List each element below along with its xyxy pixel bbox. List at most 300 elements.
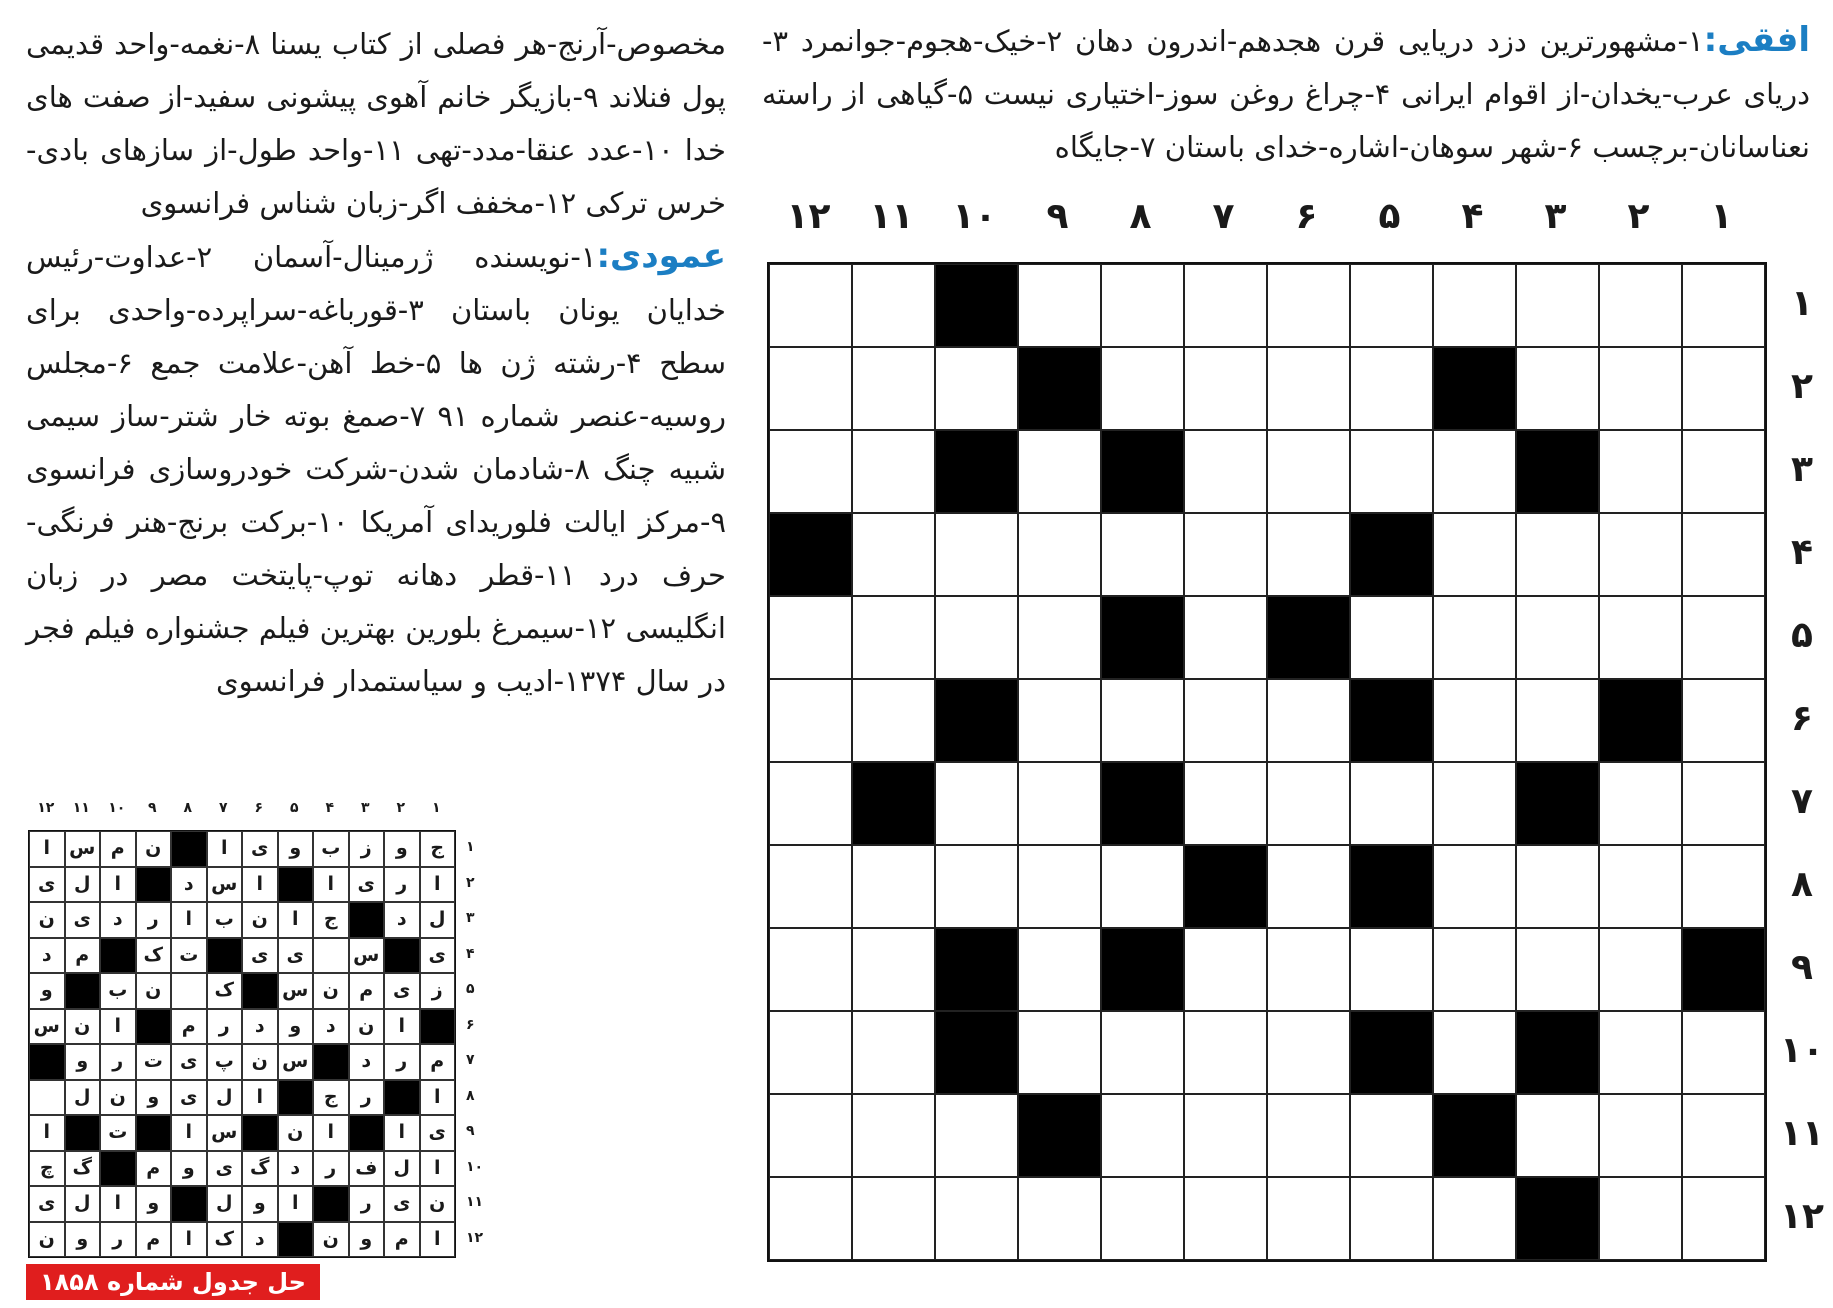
solution-cell: ن (29, 902, 65, 938)
solution-cell: ج (313, 902, 349, 938)
grid-row-number: ۷ (1791, 781, 1813, 822)
solution-cell: ل (65, 1186, 101, 1222)
solution-cell: ل (420, 902, 456, 938)
grid-column-number: ۱۲ (786, 196, 831, 237)
grid-cell[interactable] (1599, 513, 1682, 596)
grid-cell[interactable] (852, 928, 935, 1011)
solution-cell: ی (65, 902, 101, 938)
solution-cell: ا (384, 1009, 420, 1045)
grid-cell[interactable] (1682, 430, 1765, 513)
grid-cell[interactable] (1682, 513, 1765, 596)
solution-cell: ن (136, 831, 172, 867)
solution-row-number: ۹ (466, 1123, 475, 1139)
solution-cell: گ (65, 1151, 101, 1187)
solution-cell: ی (278, 938, 314, 974)
solution-cell: ک (207, 1222, 243, 1258)
solution-cell: ت (100, 1115, 136, 1151)
solution-cell: ا (313, 867, 349, 903)
solution-cell: د (100, 902, 136, 938)
grid-cell[interactable] (1184, 347, 1267, 430)
solution-column-number: ۸ (183, 800, 193, 816)
grid-cell[interactable] (769, 1177, 852, 1260)
grid-cell[interactable] (1101, 679, 1184, 762)
grid-column-numbers (767, 196, 1763, 237)
grid-black-cell (1433, 1094, 1516, 1177)
solution-cell: ب (207, 902, 243, 938)
solution-black-cell (65, 1115, 101, 1151)
solution-cell: س (207, 1115, 243, 1151)
solution-cell: ی (29, 1186, 65, 1222)
solution-cell: ر (100, 1222, 136, 1258)
grid-black-cell (1101, 762, 1184, 845)
grid-cell[interactable] (1350, 430, 1433, 513)
grid-row-number: ۱۱ (1780, 1113, 1824, 1154)
solution-cell: ز (420, 973, 456, 1009)
grid-cell[interactable] (1350, 596, 1433, 679)
solution-cell: ی (207, 1151, 243, 1187)
grid-cell[interactable] (852, 347, 935, 430)
grid-cell[interactable] (1433, 762, 1516, 845)
grid-cell[interactable] (1350, 762, 1433, 845)
grid-cell[interactable] (1682, 679, 1765, 762)
grid-cell[interactable] (1101, 264, 1184, 347)
grid-black-cell (1018, 1094, 1101, 1177)
solution-cell: ن (136, 973, 172, 1009)
vertical-clues (26, 18, 726, 708)
horizontal-clues (762, 14, 1810, 174)
solution-black-cell (100, 938, 136, 974)
grid-cell[interactable] (1184, 430, 1267, 513)
grid-cell[interactable] (1267, 679, 1350, 762)
solution-cell (313, 938, 349, 974)
grid-column-number: ۱۰ (952, 196, 997, 237)
horizontal-clues-heading: افقی: (1703, 20, 1810, 60)
solution-cell: ن (242, 902, 278, 938)
grid-cell[interactable] (1101, 1177, 1184, 1260)
grid-cell[interactable] (1267, 1177, 1350, 1260)
solution-cell: ن (278, 1115, 314, 1151)
grid-cell[interactable] (852, 430, 935, 513)
grid-cell[interactable] (769, 264, 852, 347)
grid-cell[interactable] (1599, 928, 1682, 1011)
solution-row-number: ۱۱ (466, 1194, 484, 1210)
solution-row-number: ۶ (466, 1016, 475, 1033)
solution-cell: ن (313, 1222, 349, 1258)
solution-black-cell (384, 1080, 420, 1116)
horizontal-clues-text: ۱-مشهورترین دزد دریایی قرن هجدهم-اندرون دهان ۲-خیک-هجوم-جوانمرد ۳-دریای عرب-یخدان-از اقوام ایرانی ۴-چراغ روغن سوز-اختیاری نیست ۵-گیاهی از راسته نعناسانان-برچسب ۶-شهر سوهان-اشاره-خدای باستان ۷-جایگاه (762, 24, 1811, 164)
solution-black-cell (171, 1186, 207, 1222)
solution-cell: س (278, 1044, 314, 1080)
solution-column-number: ۱۱ (72, 800, 90, 816)
grid-cell[interactable] (1018, 1177, 1101, 1260)
grid-cell[interactable] (1516, 1094, 1599, 1177)
solution-cell: ت (171, 938, 207, 974)
grid-cell[interactable] (1184, 762, 1267, 845)
grid-cell[interactable] (1350, 347, 1433, 430)
grid-cell[interactable] (1267, 430, 1350, 513)
grid-cell[interactable] (852, 596, 935, 679)
solution-cell: و (349, 1222, 385, 1258)
solution-cell: د (242, 1009, 278, 1045)
solution-black-cell (313, 1186, 349, 1222)
solution-column-number: ۱۰ (108, 800, 126, 816)
solution-column-number: ۲ (396, 800, 406, 816)
grid-cell[interactable] (1101, 1094, 1184, 1177)
solution-black-cell (242, 1115, 278, 1151)
solution-black-cell (136, 867, 172, 903)
grid-cell[interactable] (1350, 928, 1433, 1011)
grid-cell[interactable] (1018, 845, 1101, 928)
grid-cell[interactable] (769, 347, 852, 430)
solution-cell: م (349, 973, 385, 1009)
grid-cell[interactable] (935, 845, 1018, 928)
grid-cell[interactable] (1599, 430, 1682, 513)
grid-cell[interactable] (1433, 1011, 1516, 1094)
grid-cell[interactable] (1433, 679, 1516, 762)
solution-cell: ا (171, 1115, 207, 1151)
grid-cell[interactable] (852, 1094, 935, 1177)
solution-cell: ل (65, 1080, 101, 1116)
grid-black-cell (1350, 679, 1433, 762)
solution-cell: ا (278, 1186, 314, 1222)
grid-cell[interactable] (1018, 513, 1101, 596)
grid-cell[interactable] (1267, 845, 1350, 928)
solution-cell: م (65, 938, 101, 974)
solution-cell: ی (171, 1080, 207, 1116)
solution-cell: ر (349, 1186, 385, 1222)
grid-cell[interactable] (1682, 596, 1765, 679)
grid-black-cell (1599, 679, 1682, 762)
solution-black-cell (349, 1115, 385, 1151)
solution-cell: و (242, 1186, 278, 1222)
grid-black-cell (1433, 347, 1516, 430)
solution-cell: ی (29, 867, 65, 903)
solution-cell: ی (171, 1044, 207, 1080)
grid-cell[interactable] (935, 513, 1018, 596)
grid-cell[interactable] (1599, 845, 1682, 928)
grid-cell[interactable] (1599, 1094, 1682, 1177)
grid-cell[interactable] (935, 347, 1018, 430)
solution-cell: س (207, 867, 243, 903)
solution-cell: ک (136, 938, 172, 974)
grid-cell[interactable] (1516, 513, 1599, 596)
solution-cell: و (384, 831, 420, 867)
grid-cell[interactable] (769, 845, 852, 928)
grid-cell[interactable] (935, 596, 1018, 679)
grid-cell[interactable] (1101, 1011, 1184, 1094)
solution-black-cell (313, 1044, 349, 1080)
solution-column-number: ۵ (289, 800, 299, 816)
grid-cell[interactable] (1433, 596, 1516, 679)
grid-cell[interactable] (935, 762, 1018, 845)
grid-cell[interactable] (852, 679, 935, 762)
grid-column-number: ۲ (1627, 196, 1650, 237)
grid-cell[interactable] (1599, 1011, 1682, 1094)
grid-cell[interactable] (1599, 264, 1682, 347)
grid-row-number: ۴ (1791, 532, 1813, 573)
solution-cell: س (278, 973, 314, 1009)
solution-cell: ی (420, 1115, 456, 1151)
grid-cell[interactable] (1018, 1011, 1101, 1094)
solution-cell: م (171, 1009, 207, 1045)
solution-cell: و (136, 1186, 172, 1222)
grid-cell[interactable] (935, 1094, 1018, 1177)
solution-cell: ن (349, 1009, 385, 1045)
solution-cell: ی (384, 1186, 420, 1222)
grid-black-cell (1350, 1011, 1433, 1094)
grid-cell[interactable] (1018, 679, 1101, 762)
solution-black-cell (207, 938, 243, 974)
grid-cell[interactable] (1350, 1094, 1433, 1177)
grid-cell[interactable] (1184, 1177, 1267, 1260)
solution-black-cell (349, 902, 385, 938)
grid-cell[interactable] (1267, 1011, 1350, 1094)
solution-cell: م (136, 1222, 172, 1258)
grid-cell[interactable] (1433, 1177, 1516, 1260)
grid-cell[interactable] (852, 264, 935, 347)
solution-cell: ا (420, 1222, 456, 1258)
grid-cell[interactable] (852, 513, 935, 596)
solution-cell: ن (313, 973, 349, 1009)
grid-cell[interactable] (769, 1094, 852, 1177)
solution-column-number: ۱ (431, 800, 441, 816)
solution-cell: و (65, 1044, 101, 1080)
grid-cell[interactable] (852, 845, 935, 928)
grid-cell[interactable] (769, 596, 852, 679)
grid-cell[interactable] (1184, 1011, 1267, 1094)
solution-cell: و (278, 831, 314, 867)
solution-row-number: ۸ (466, 1087, 475, 1104)
solution-cell: پ (207, 1044, 243, 1080)
grid-cell[interactable] (1682, 264, 1765, 347)
solution-cell (29, 1080, 65, 1116)
grid-cell[interactable] (1433, 264, 1516, 347)
solution-row-numbers (466, 830, 483, 1256)
grid-cell[interactable] (1101, 513, 1184, 596)
grid-cell[interactable] (1516, 264, 1599, 347)
solution-column-number: ۱۲ (37, 800, 55, 816)
grid-cell[interactable] (1516, 928, 1599, 1011)
solution-cell: ب (313, 831, 349, 867)
solution-cell: ا (29, 831, 65, 867)
solution-black-cell (384, 938, 420, 974)
solution-black-cell (29, 1044, 65, 1080)
grid-cell[interactable] (1682, 762, 1765, 845)
grid-cell[interactable] (1184, 679, 1267, 762)
grid-cell[interactable] (1018, 264, 1101, 347)
grid-cell[interactable] (1350, 264, 1433, 347)
grid-cell[interactable] (1184, 928, 1267, 1011)
solution-cell: م (136, 1151, 172, 1187)
grid-black-cell (1101, 430, 1184, 513)
crossword-grid[interactable] (767, 262, 1767, 1262)
grid-cell[interactable] (1018, 928, 1101, 1011)
solution-cell: ا (100, 1009, 136, 1045)
solution-cell: ر (313, 1151, 349, 1187)
solution-cell: ن (100, 1080, 136, 1116)
solution-row-number: ۴ (466, 945, 475, 962)
solution-cell: د (242, 1222, 278, 1258)
solution-cell (171, 973, 207, 1009)
grid-cell[interactable] (1350, 1177, 1433, 1260)
grid-cell[interactable] (1599, 762, 1682, 845)
solution-cell: د (384, 902, 420, 938)
grid-cell[interactable] (769, 430, 852, 513)
grid-column-number: ۳ (1544, 196, 1567, 237)
solution-cell: ج (420, 831, 456, 867)
grid-cell[interactable] (1516, 347, 1599, 430)
grid-black-cell (1682, 928, 1765, 1011)
solution-cell: ر (136, 902, 172, 938)
grid-cell[interactable] (1682, 845, 1765, 928)
solution-cell: م (420, 1044, 456, 1080)
grid-black-cell (769, 513, 852, 596)
solution-cell: ا (313, 1115, 349, 1151)
solution-cell: ی (242, 831, 278, 867)
solution-cell: و (278, 1009, 314, 1045)
grid-cell[interactable] (1018, 762, 1101, 845)
solution-cell: ر (384, 867, 420, 903)
grid-cell[interactable] (1433, 513, 1516, 596)
solution-cell: ل (65, 867, 101, 903)
solution-black-cell (136, 1115, 172, 1151)
solution-cell: ت (136, 1044, 172, 1080)
grid-column-number: ۸ (1129, 196, 1152, 237)
grid-column-number: ۶ (1295, 196, 1318, 237)
solution-cell: د (313, 1009, 349, 1045)
grid-cell[interactable] (1516, 679, 1599, 762)
solution-cell: ا (207, 831, 243, 867)
solution-cell: ف (349, 1151, 385, 1187)
grid-cell[interactable] (1267, 1094, 1350, 1177)
vertical-clues-text: ۱-نویسنده ژرمینال-آسمان ۲-عداوت-رئیس خدایان یونان باستان ۳-قورباغه-سراپرده-واحدی برای سطح ۴-رشته ژن ها ۵-خط آهن-علامت جمع ۶-مجلس روسیه-عنصر شماره ۹۱ ۷-صمغ بوته خار شتر-ساز سیمی شبیه چنگ ۸-شادمان شدن-شرکت خودروسازی فرانسوی ۹-مرکز ایالت فلوریدای آمریکا ۱۰-برکت برنج-هنر فرنگی-حرف درد ۱۱-قطر دهانه توپ-پایتخت مصر در زبان انگلیسی ۱۲-سیمرغ بلورین بهترین فیلم جشنواره فیلم فجر در سال ۱۳۷۴-ادیب و سیاستمدار فرانسوی (26, 240, 727, 698)
grid-cell[interactable] (1516, 596, 1599, 679)
solution-black-cell (278, 1080, 314, 1116)
solution-cell: ج (313, 1080, 349, 1116)
solution-cell: ا (100, 867, 136, 903)
grid-row-number: ۸ (1791, 864, 1813, 905)
solution-cell: و (65, 1222, 101, 1258)
solution-cell: ن (242, 1044, 278, 1080)
grid-row-number: ۲ (1791, 366, 1813, 407)
grid-cell[interactable] (852, 1177, 935, 1260)
grid-cell[interactable] (1682, 1011, 1765, 1094)
grid-cell[interactable] (1018, 596, 1101, 679)
grid-black-cell (935, 1011, 1018, 1094)
solution-cell: ا (278, 902, 314, 938)
solution-column-number: ۶ (254, 800, 264, 816)
grid-cell[interactable] (1516, 845, 1599, 928)
grid-cell[interactable] (1184, 1094, 1267, 1177)
grid-cell[interactable] (1267, 928, 1350, 1011)
solution-cell: ا (242, 1080, 278, 1116)
solution-cell: ی (420, 938, 456, 974)
solution-cell: د (278, 1151, 314, 1187)
grid-cell[interactable] (1184, 596, 1267, 679)
solution-black-cell (136, 1009, 172, 1045)
grid-row-number: ۱ (1791, 283, 1813, 324)
grid-cell[interactable] (1267, 264, 1350, 347)
grid-cell[interactable] (1682, 1177, 1765, 1260)
grid-cell[interactable] (1599, 347, 1682, 430)
grid-cell[interactable] (852, 1011, 935, 1094)
grid-cell[interactable] (1599, 1177, 1682, 1260)
grid-cell[interactable] (1433, 928, 1516, 1011)
solution-cell: ل (384, 1151, 420, 1187)
solution-column-numbers (28, 800, 454, 816)
solution-cell: و (29, 973, 65, 1009)
grid-row-number: ۹ (1791, 947, 1813, 988)
grid-cell[interactable] (1433, 430, 1516, 513)
grid-cell[interactable] (1267, 347, 1350, 430)
grid-cell[interactable] (769, 679, 852, 762)
grid-cell[interactable] (769, 1011, 852, 1094)
grid-black-cell (852, 762, 935, 845)
solution-cell: ل (207, 1186, 243, 1222)
solution-cell: ن (29, 1222, 65, 1258)
solution-black-cell (242, 973, 278, 1009)
solution-cell: ا (171, 902, 207, 938)
grid-cell[interactable] (1267, 762, 1350, 845)
vertical-clues-heading: عمودی: (596, 236, 726, 276)
grid-black-cell (1516, 1177, 1599, 1260)
grid-row-number: ۱۲ (1780, 1196, 1824, 1237)
grid-cell[interactable] (1433, 845, 1516, 928)
solution-row-number: ۲ (466, 874, 475, 891)
solution-cell: م (100, 831, 136, 867)
solution-cell: د (29, 938, 65, 974)
grid-cell[interactable] (1184, 264, 1267, 347)
grid-cell[interactable] (1682, 347, 1765, 430)
solution-cell: ی (384, 973, 420, 1009)
grid-black-cell (1350, 513, 1433, 596)
solution-cell: ا (420, 1080, 456, 1116)
grid-cell[interactable] (1101, 845, 1184, 928)
grid-column-number: ۹ (1046, 196, 1069, 237)
grid-cell[interactable] (1599, 596, 1682, 679)
grid-cell[interactable] (1018, 430, 1101, 513)
grid-row-numbers (1777, 262, 1827, 1258)
grid-column-number: ۵ (1378, 196, 1401, 237)
solution-cell: ز (349, 831, 385, 867)
grid-column-number: ۴ (1461, 196, 1484, 237)
grid-cell[interactable] (769, 762, 852, 845)
solution-cell: ر (384, 1044, 420, 1080)
solution-column-number: ۴ (325, 800, 335, 816)
grid-black-cell (935, 679, 1018, 762)
solution-cell: ی (349, 867, 385, 903)
solution-cell: ن (65, 1009, 101, 1045)
grid-black-cell (1101, 596, 1184, 679)
solution-black-cell (171, 831, 207, 867)
grid-cell[interactable] (1184, 513, 1267, 596)
grid-cell[interactable] (1682, 1094, 1765, 1177)
solution-cell: ب (100, 973, 136, 1009)
solution-cell: ی (242, 938, 278, 974)
solution-black-cell (278, 1222, 314, 1258)
solution-row-number: ۷ (466, 1052, 475, 1068)
solution-cell: ر (207, 1009, 243, 1045)
solution-cell: د (171, 867, 207, 903)
grid-cell[interactable] (1101, 347, 1184, 430)
solution-row-number: ۱۰ (466, 1158, 484, 1175)
grid-cell[interactable] (769, 928, 852, 1011)
solution-cell: گ (242, 1151, 278, 1187)
grid-cell[interactable] (1267, 513, 1350, 596)
solution-cell: ا (420, 867, 456, 903)
solution-cell: س (349, 938, 385, 974)
grid-cell[interactable] (935, 1177, 1018, 1260)
